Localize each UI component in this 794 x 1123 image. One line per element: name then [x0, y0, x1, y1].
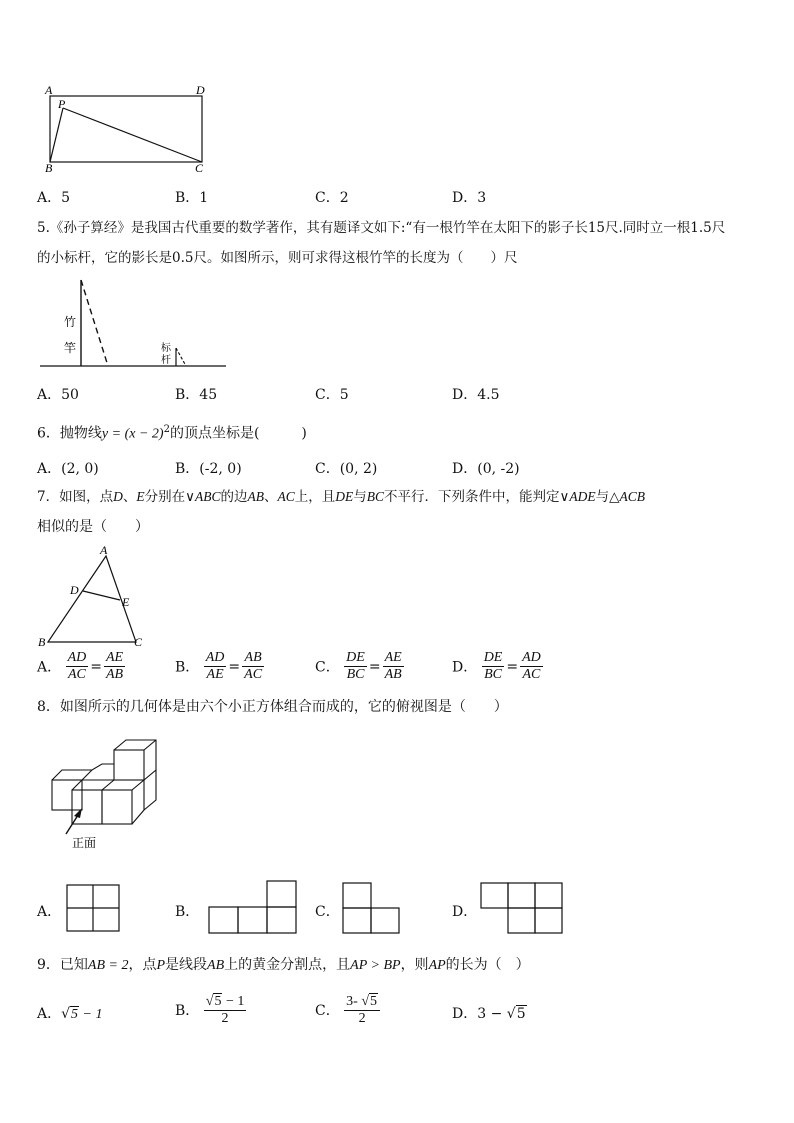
q5-option-d: D．4.5 — [452, 387, 500, 403]
tri-label-C: C — [134, 635, 143, 649]
q9-option-a: A．√5 − 1 — [37, 1006, 103, 1022]
tri-label-A: A — [100, 543, 108, 557]
q9-option-d: D．3 − √5 — [452, 1006, 526, 1022]
stick-label-1: 标 — [161, 343, 171, 354]
q7-option-b: B． $\frac{AD}{AE}$ = $\frac{AB}{AC}$ — [175, 650, 263, 682]
q5-text-line2: 的小标杆，它的影长是0.5尺。如图所示，则可求得这根竹竿的长度为（ ）尺 — [37, 250, 518, 266]
q5-option-b: B．45 — [175, 387, 218, 403]
front-label: 正面 — [72, 836, 97, 850]
q5-option-a: A．50 — [37, 387, 79, 403]
q7-option-a: A． $\frac{AD}{AC}$ = $\frac{AE}{AB}$ — [37, 650, 124, 682]
stick-label-2: 杆 — [161, 355, 171, 366]
label-B: B — [45, 161, 53, 174]
label-A: A — [45, 83, 53, 97]
q8-option-a-label: A． — [37, 904, 62, 920]
q7-option-d: D． $\frac{DE}{BC}$ = $\frac{AD}{AC}$ — [452, 650, 541, 682]
q5-option-c: C．5 — [315, 387, 349, 403]
q7-text-line2: 相似的是（ ） — [37, 519, 149, 535]
q4-option-a: A．5 — [37, 190, 71, 206]
cube-solid-figure — [46, 736, 164, 854]
q6-option-a: A．(2, 0) — [37, 461, 99, 477]
q9-question: 9．已知AB = 2，点P是线段AB上的黄金分割点，且AP > BP，则AP的长为（ ） — [37, 957, 530, 973]
q7-option-c: C． $\frac{DE}{BC}$ = $\frac{AE}{AB}$ — [315, 650, 402, 682]
tri-label-B: B — [38, 635, 46, 649]
triangle-figure — [36, 542, 152, 650]
rectangle-figure — [40, 82, 220, 174]
q8-option-d-view — [480, 882, 566, 936]
label-C: C — [195, 161, 204, 174]
q8-question: 8．如图所示的几何体是由六个小正方体组合而成的，它的俯视图是（ ） — [37, 699, 508, 715]
q4-option-d: D．3 — [452, 190, 487, 206]
q5-text-line1: 5.《孙子算经》是我国古代重要的数学著作，其有题译文如下:“有一根竹竿在太阳下的影子长15尺.同时立一根1.5尺 — [37, 220, 726, 236]
q8-option-d-label: D． — [452, 904, 478, 920]
tri-label-D: D — [70, 583, 79, 597]
pole-label-1: 竹 — [64, 315, 77, 329]
tri-label-E: E — [122, 595, 130, 609]
q8-option-b-label: B． — [175, 904, 200, 920]
q8-option-c-view — [342, 882, 402, 936]
q9-option-b: B． $\frac{√5 - 1}{2}$ — [175, 994, 245, 1026]
bamboo-shadow-figure — [40, 278, 230, 372]
q8-option-a-view — [66, 884, 122, 934]
q8-option-b-view — [208, 880, 300, 936]
q8-option-c-label: C． — [315, 904, 340, 920]
q7-text-line1: 7．如图，点D、E分别在∨ABC的边AB、AC上，且DE与BC不平行．下列条件中，能判定∨ADE与△ACB — [37, 489, 646, 505]
q6-option-b: B．(-2, 0) — [175, 461, 242, 477]
q9-option-c: C． $\frac{3- √5}{2}$ — [315, 993, 380, 1027]
q6-question: 6．抛物线$y = (x - 2)^2$的顶点坐标是( ) — [37, 424, 307, 442]
label-P: P — [58, 97, 66, 111]
label-D: D — [196, 83, 205, 97]
q6-option-c: C．(0, 2) — [315, 461, 378, 477]
pole-label-2: 竿 — [64, 341, 77, 355]
q4-option-b: B．1 — [175, 190, 209, 206]
q6-option-d: D．(0, -2) — [452, 461, 520, 477]
q4-option-c: C．2 — [315, 190, 349, 206]
